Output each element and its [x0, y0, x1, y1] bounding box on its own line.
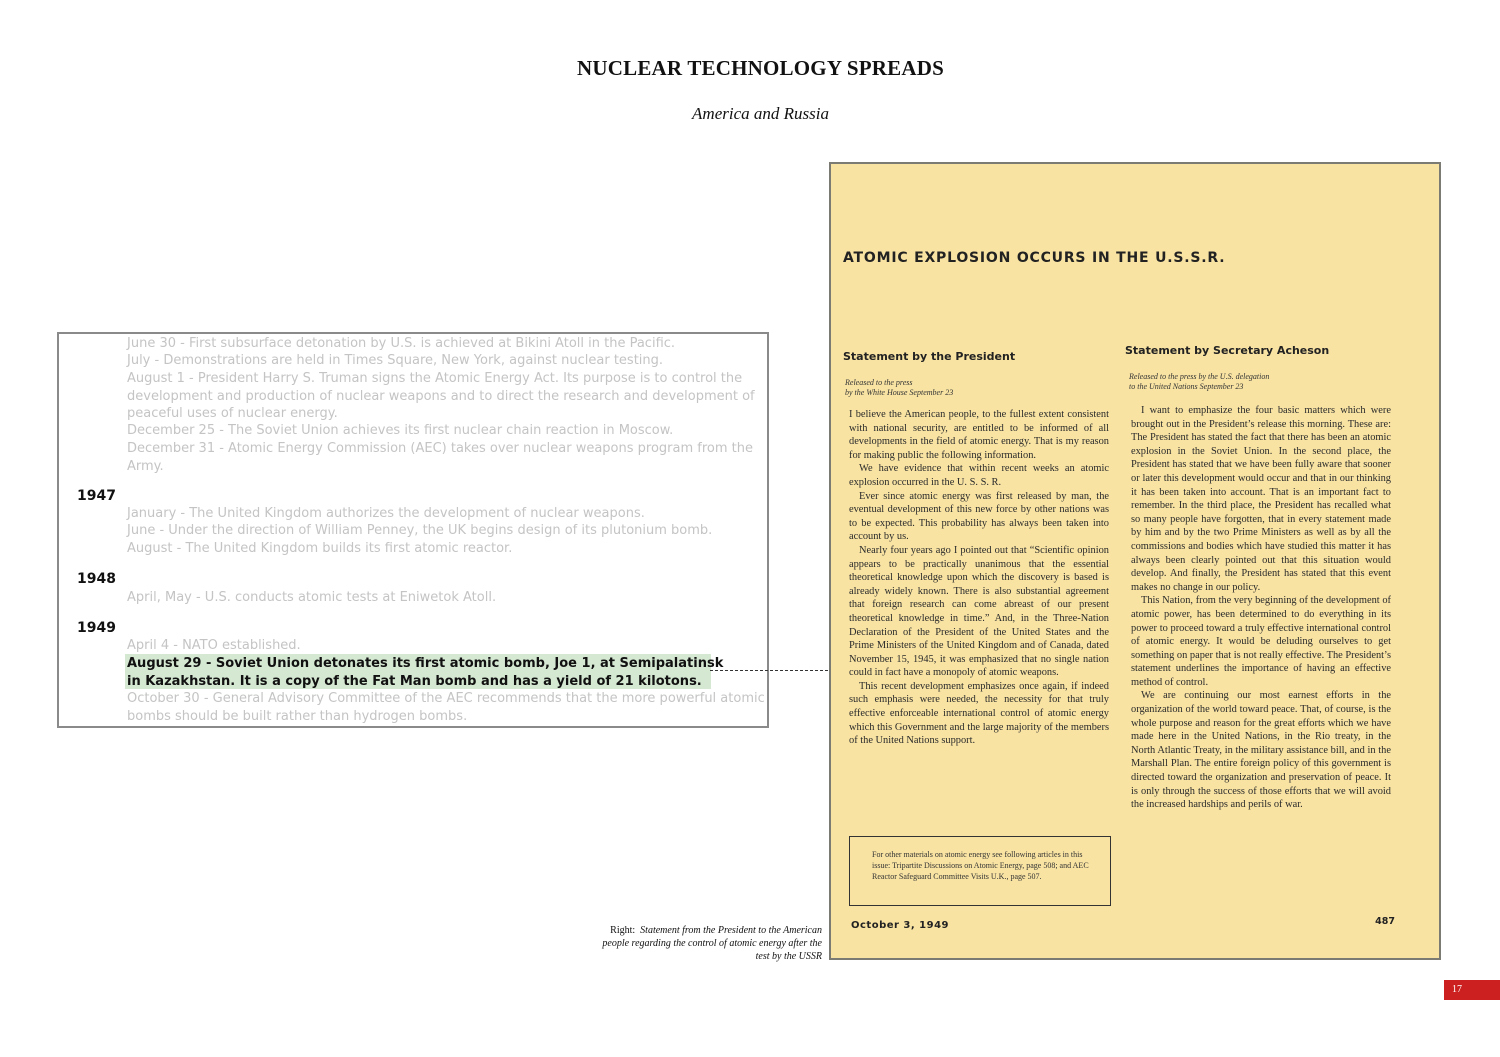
- year-heading-1947: 1947: [77, 488, 116, 504]
- page-title: NUCLEAR TECHNOLOGY SPREADS: [577, 56, 944, 80]
- year-heading-1949: 1949: [77, 620, 116, 636]
- timeline-entry: August - The United Kingdom builds its first atomic reactor.: [127, 541, 513, 556]
- document-date: October 3, 1949: [851, 920, 950, 931]
- timeline-entry: April 4 - NATO established.: [127, 638, 301, 653]
- timeline-entry: June 30 - First subsurface detonation by U.S. is achieved at Bikini Atoll in the Pacific.: [127, 336, 676, 351]
- year-heading-1948: 1948: [77, 571, 116, 587]
- caption-text: Statement from the President to the American people regarding the control of atomic energy after the test by the USSR: [602, 925, 822, 962]
- right-column-title: Statement by Secretary Acheson: [1125, 344, 1330, 357]
- timeline-panel: [57, 332, 769, 728]
- figure-caption: [600, 924, 822, 963]
- left-column-title: Statement by the President: [843, 350, 1016, 363]
- timeline-entry: December 31 - Atomic Energy Commission (AEC) takes over nuclear weapons program from the Army.: [127, 441, 753, 474]
- left-column-body: I believe the American people, to the fullest extent consistent with national security, are entitled to be informed of all developments in the field of atomic energy. That is my reason for making public the following information. We have evidence that within recent weeks an atomic explosion occurred in the U. S. S. R. Ever since atomic energy was first released by man, the eventual development of this new force by other nations was to be expected. This probability has always been taken into account by us. Nearly four years ago I pointed out that “Scientific opinion appears to be practically unanimous that the essential theoretical knowledge upon which the discovery is based is already widely known. There is also substantial agreement that foreign research can come abreast of our present theoretical knowledge in time.” And, in the Three-Nation Declaration of the President of the United States and the Prime Ministers of the United Kingdom and of Canada, dated November 15, 1945, it was emphasized that no single nation could in fact have a monopoly of atomic weapons. This recent development emphasizes once again, if indeed such emphasis were needed, the necessity for that truly effective enforceable international control of atomic energy which this Government and the large majority of the members of the United Nations support.: [849, 409, 1109, 747]
- left-column-note: Released to the press by the White House September 23: [845, 378, 954, 397]
- document-page-number: 487: [1375, 916, 1395, 927]
- right-column-note: Released to the press by the U.S. delegation to the United Nations September 23: [1129, 372, 1270, 391]
- highlighted-entry: August 29 - Soviet Union detonates its first atomic bomb, Joe 1, at Semipalatinsk in Kazakhstan. It is a copy of the Fat Man bomb and has a yield of 21 kilotons.: [127, 656, 724, 689]
- document-heading: ATOMIC EXPLOSION OCCURS IN THE U.S.S.R.: [843, 250, 1226, 266]
- timeline-entry: January - The United Kingdom authorizes the development of nuclear weapons.: [127, 506, 645, 521]
- timeline-entry: July - Demonstrations are held in Times Square, New York, against nuclear testing.: [127, 353, 664, 368]
- timeline-entry: October 30 - General Advisory Committee of the AEC recommends that the more powerful atomic bombs should be built rather than hydrogen bombs.: [127, 691, 765, 724]
- timeline-entry: December 25 - The Soviet Union achieves its first nuclear chain reaction in Moscow.: [127, 423, 674, 438]
- caption-lead: Right:: [610, 925, 636, 936]
- timeline-entry: August 1 - President Harry S. Truman signs the Atomic Energy Act. Its purpose is to control the development and production of nuclear weapons and to direct the research and development of peaceful uses of nuclear energy.: [127, 371, 755, 421]
- page-subtitle: America and Russia: [692, 104, 829, 123]
- connector-line: [710, 670, 828, 671]
- page-number-badge: 17: [1444, 980, 1500, 1000]
- footnote-box: For other materials on atomic energy see following articles in this issue: Tripartite Discussions on Atomic Energy, page 508; and AEC Reactor Safeguard Committee Visits U.K., page 507.: [849, 836, 1111, 906]
- right-column-body: I want to emphasize the four basic matters which were brought out in the President’s release this morning. These are: The President has stated the fact that there has been an atomic explosion in the Soviet Union. In the second place, the President has stated that we have been fully aware that sooner or later this development would occur and that in our thinking it has been taken into account. That is an important fact to remember. In the third place, the President has recalled what so many people have forgotten, that in every statement made by him and by the two Prime Ministers as well as by all the commissions and bodies which have studied this matter it has always been clearly pointed out that this situation would develop. And finally, the President has stated that this event makes no change in our policy. This Nation, from the very beginning of the development of atomic power, has been determined to do everything in its power to proceed toward a truly effective international control of atomic energy. It would be deluding ourselves to get something on paper that is not really effective. The President’s statement underlines the importance of having an effective method of control. We are continuing our most earnest efforts in the organization of the world toward peace. That, of course, is the whole purpose and reason for the great efforts which we have made here in the United Nations, in the Rio treaty, in the North Atlantic Treaty, in the military assistance bill, and in the Marshall Plan. The entire foreign policy of this government is directed toward the organization and preservation of peace. It is only through the success of those efforts that we will avoid the increased hardships and perils of war.: [1131, 405, 1391, 811]
- timeline-entry: June - Under the direction of William Penney, the UK begins design of its plutonium bomb.: [127, 523, 713, 538]
- document-scan: [829, 162, 1441, 960]
- timeline-entry: April, May - U.S. conducts atomic tests at Eniwetok Atoll.: [127, 590, 497, 605]
